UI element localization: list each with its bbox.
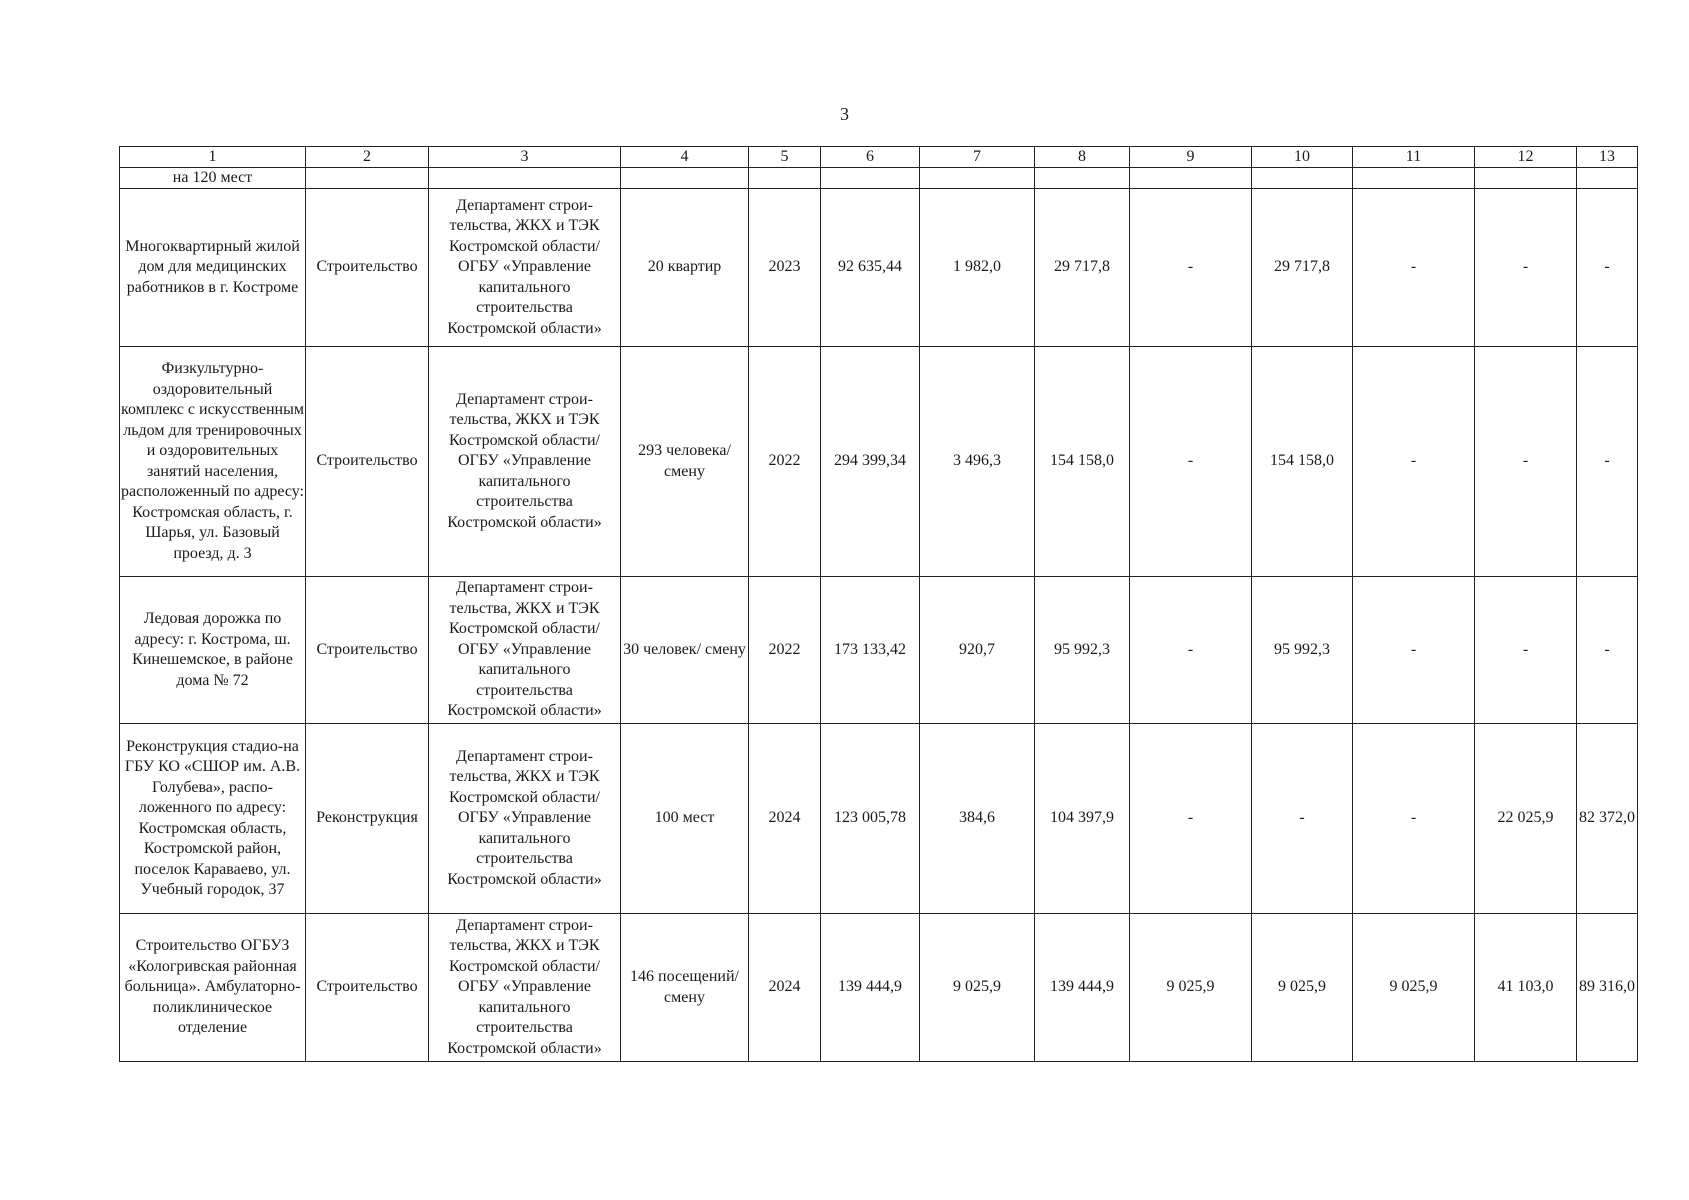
value-7: 1 982,0 [920, 189, 1035, 347]
value-7: 9 025,9 [920, 914, 1035, 1062]
column-number: 5 [749, 147, 821, 168]
column-number: 9 [1130, 147, 1252, 168]
value-13: 82 372,0 [1577, 724, 1638, 914]
value-11: 9 025,9 [1353, 914, 1475, 1062]
value-6: 294 399,34 [821, 347, 920, 577]
value-9: - [1130, 189, 1252, 347]
value-13: - [1577, 189, 1638, 347]
year: 2022 [749, 347, 821, 577]
value-11: - [1353, 577, 1475, 724]
value-6: 173 133,42 [821, 577, 920, 724]
object-name: Физкультурно-оздоровительный комплекс с искусственным льдом для тренировочных и оздоровительных занятий населения, расположенный по адресу: Костромская область, г. Шарья, ул. Базовый проезд, д. 3 [120, 347, 306, 577]
value-6: 139 444,9 [821, 914, 920, 1062]
year: 2024 [749, 724, 821, 914]
object-name: Многоквартирный жилой дом для медицинских работников в г. Костроме [120, 189, 306, 347]
value-10: 9 025,9 [1252, 914, 1353, 1062]
object-name: Ледовая дорожка по адресу: г. Кострома, ш. Кинешемское, в районе дома № 72 [120, 577, 306, 724]
value-12: 41 103,0 [1475, 914, 1577, 1062]
customer: Департамент строи-тельства, ЖКХ и ТЭК Костромской области/ ОГБУ «Управление капитального строительства Костромской области» [429, 577, 621, 724]
investment-objects-table [119, 146, 1638, 1062]
column-number: 2 [306, 147, 429, 168]
column-number: 11 [1353, 147, 1475, 168]
work-type: Строительство [306, 189, 429, 347]
capacity: 30 человек/ смену [621, 577, 749, 724]
work-type: Реконструкция [306, 724, 429, 914]
value-6: 123 005,78 [821, 724, 920, 914]
page-number: 3 [840, 104, 849, 124]
column-number: 3 [429, 147, 621, 168]
customer: Департамент строи-тельства, ЖКХ и ТЭК Костромской области/ ОГБУ «Управление капитального строительства Костромской области» [429, 189, 621, 347]
column-number-row [120, 147, 1638, 168]
value-7: 920,7 [920, 577, 1035, 724]
capacity: 100 мест [621, 724, 749, 914]
table-row [120, 347, 1638, 577]
column-number: 1 [120, 147, 306, 168]
value-8: 29 717,8 [1035, 189, 1130, 347]
value-8: 154 158,0 [1035, 347, 1130, 577]
year: 2024 [749, 914, 821, 1062]
value-9: 9 025,9 [1130, 914, 1252, 1062]
value-10: 29 717,8 [1252, 189, 1353, 347]
value-13: - [1577, 577, 1638, 724]
work-type: Строительство [306, 577, 429, 724]
column-number: 12 [1475, 147, 1577, 168]
capacity: 146 посещений/ смену [621, 914, 749, 1062]
value-12: - [1475, 189, 1577, 347]
value-9: - [1130, 577, 1252, 724]
capacity: 293 человека/ смену [621, 347, 749, 577]
value-7: 3 496,3 [920, 347, 1035, 577]
value-11: - [1353, 189, 1475, 347]
value-13: 89 316,0 [1577, 914, 1638, 1062]
object-name: Реконструкция стадио-на ГБУ КО «СШОР им. А.В. Голубева», распо-ложенного по адресу: Костромская область, Костромской район, поселок Караваево, ул. Учебный городок, 37 [120, 724, 306, 914]
value-6: 92 635,44 [821, 189, 920, 347]
year: 2022 [749, 577, 821, 724]
value-8: 95 992,3 [1035, 577, 1130, 724]
value-13: - [1577, 347, 1638, 577]
value-11: - [1353, 724, 1475, 914]
customer: Департамент строи-тельства, ЖКХ и ТЭК Костромской области/ ОГБУ «Управление капитального строительства Костромской области» [429, 724, 621, 914]
value-9: - [1130, 724, 1252, 914]
value-8: 139 444,9 [1035, 914, 1130, 1062]
value-12: - [1475, 347, 1577, 577]
column-number: 6 [821, 147, 920, 168]
value-10: 95 992,3 [1252, 577, 1353, 724]
value-9: - [1130, 347, 1252, 577]
table-row [120, 189, 1638, 347]
column-number: 13 [1577, 147, 1638, 168]
column-number: 8 [1035, 147, 1130, 168]
column-number: 10 [1252, 147, 1353, 168]
table-row [120, 577, 1638, 724]
value-7: 384,6 [920, 724, 1035, 914]
column-number: 7 [920, 147, 1035, 168]
object-name: Строительство ОГБУЗ «Кологривская районная больница». Амбулаторно-поликлиническое отделение [120, 914, 306, 1062]
value-10: 154 158,0 [1252, 347, 1353, 577]
year: 2023 [749, 189, 821, 347]
customer: Департамент строи-тельства, ЖКХ и ТЭК Костромской области/ ОГБУ «Управление капитального строительства Костромской области» [429, 914, 621, 1062]
capacity: 20 квартир [621, 189, 749, 347]
value-12: 22 025,9 [1475, 724, 1577, 914]
value-11: - [1353, 347, 1475, 577]
work-type: Строительство [306, 914, 429, 1062]
table-row [120, 724, 1638, 914]
customer: Департамент строи-тельства, ЖКХ и ТЭК Костромской области/ ОГБУ «Управление капитального строительства Костромской области» [429, 347, 621, 577]
continuation-text: на 120 мест [120, 168, 306, 189]
work-type: Строительство [306, 347, 429, 577]
value-10: - [1252, 724, 1353, 914]
value-8: 104 397,9 [1035, 724, 1130, 914]
continuation-row [120, 168, 1638, 189]
value-12: - [1475, 577, 1577, 724]
table-row [120, 914, 1638, 1062]
column-number: 4 [621, 147, 749, 168]
